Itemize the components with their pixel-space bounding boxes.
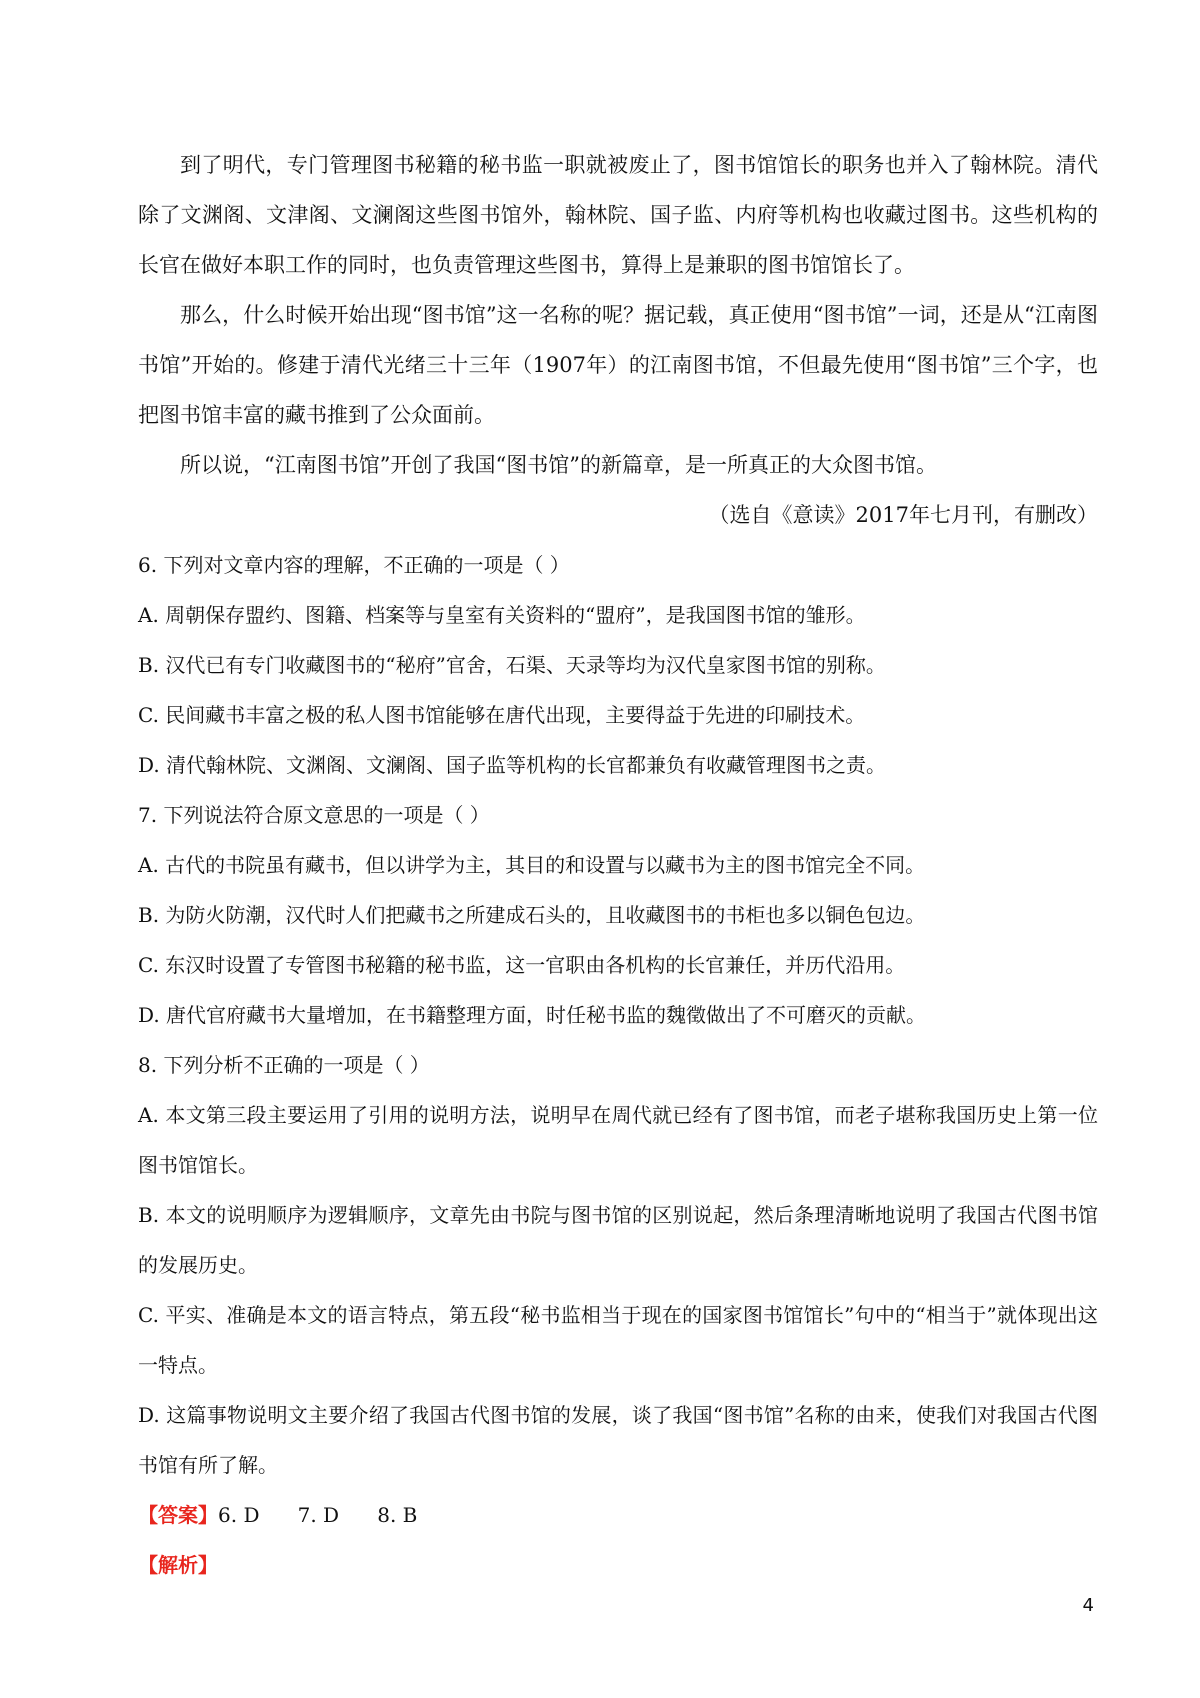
question-6-stem: 6. 下列对文章内容的理解，不正确的一项是（ ） <box>138 553 570 577</box>
question-6-option-a: A. 周朝保存盟约、图籍、档案等与皇室有关资料的“盟府”，是我国图书馆的雏形。 <box>138 603 866 627</box>
question-6-option-c: C. 民间藏书丰富之极的私人图书馆能够在唐代出现，主要得益于先进的印刷技术。 <box>138 703 866 727</box>
document-content <box>138 140 1098 1590</box>
question-6 <box>138 540 1098 790</box>
question-6-option-b: B. 汉代已有专门收藏图书的“秘府”官舍，石渠、天录等均为汉代皇家图书馆的别称。 <box>138 653 886 677</box>
question-7-option-b: B. 为防火防潮，汉代时人们把藏书之所建成石头的，且收藏图书的书柜也多以铜色包边。 <box>138 903 926 927</box>
question-8 <box>138 1040 1098 1490</box>
question-8-option-c: C. 平实、准确是本文的语言特点，第五段“秘书监相当于现在的国家图书馆馆长”句中的“相当于”就体现出这一特点。 <box>138 1303 1098 1377</box>
answer-text: 6. D 7. D 8. B <box>218 1503 418 1527</box>
question-7-option-c: C. 东汉时设置了专管图书秘籍的秘书监，这一官职由各机构的长官兼任，并历代沿用。 <box>138 953 906 977</box>
passage-source: （选自《意读》2017年七月刊，有删改） <box>708 503 1098 527</box>
question-8-option-d: D. 这篇事物说明文主要介绍了我国古代图书馆的发展，谈了我国“图书馆”名称的由来，使我们对我国古代图书馆有所了解。 <box>138 1403 1098 1477</box>
question-6-option-d: D. 清代翰林院、文渊阁、文澜阁、国子监等机构的长官都兼负有收藏管理图书之责。 <box>138 753 887 777</box>
passage-paragraph-1: 到了明代，专门管理图书秘籍的秘书监一职就被废止了，图书馆馆长的职务也并入了翰林院。清代除了文渊阁、文津阁、文澜阁这些图书馆外，翰林院、国子监、内府等机构也收藏过图书。这些机构的长官在做好本职工作的同时，也负责管理这些图书，算得上是兼职的图书馆馆长了。 <box>138 153 1098 277</box>
question-8-stem: 8. 下列分析不正确的一项是（ ） <box>138 1053 430 1077</box>
question-7 <box>138 790 1098 1040</box>
question-7-option-d: D. 唐代官府藏书大量增加，在书籍整理方面，时任秘书监的魏徵做出了不可磨灭的贡献。 <box>138 1003 927 1027</box>
passage-paragraph-3: 所以说，“江南图书馆”开创了我国“图书馆”的新篇章，是一所真正的大众图书馆。 <box>180 453 937 477</box>
answer-label: 【答案】 <box>138 1503 218 1527</box>
question-8-option-b: B. 本文的说明顺序为逻辑顺序，文章先由书院与图书馆的区别说起，然后条理清晰地说明了我国古代图书馆的发展历史。 <box>138 1203 1098 1277</box>
analysis-line <box>138 1540 1098 1590</box>
question-7-stem: 7. 下列说法符合原文意思的一项是（ ） <box>138 803 490 827</box>
question-7-option-a: A. 古代的书院虽有藏书，但以讲学为主，其目的和设置与以藏书为主的图书馆完全不同。 <box>138 853 926 877</box>
passage-paragraph-2: 那么，什么时候开始出现“图书馆”这一名称的呢？据记载，真正使用“图书馆”一词，还是从“江南图书馆”开始的。修建于清代光绪三十三年（1907年）的江南图书馆，不但最先使用“图书馆”三个字，也把图书馆丰富的藏书推到了公众面前。 <box>138 303 1098 427</box>
question-8-option-a: A. 本文第三段主要运用了引用的说明方法，说明早在周代就已经有了图书馆，而老子堪称我国历史上第一位图书馆馆长。 <box>138 1103 1098 1177</box>
answer-line <box>138 1490 1098 1540</box>
analysis-label: 【解析】 <box>138 1553 218 1577</box>
page-number: 4 <box>1082 1595 1094 1616</box>
